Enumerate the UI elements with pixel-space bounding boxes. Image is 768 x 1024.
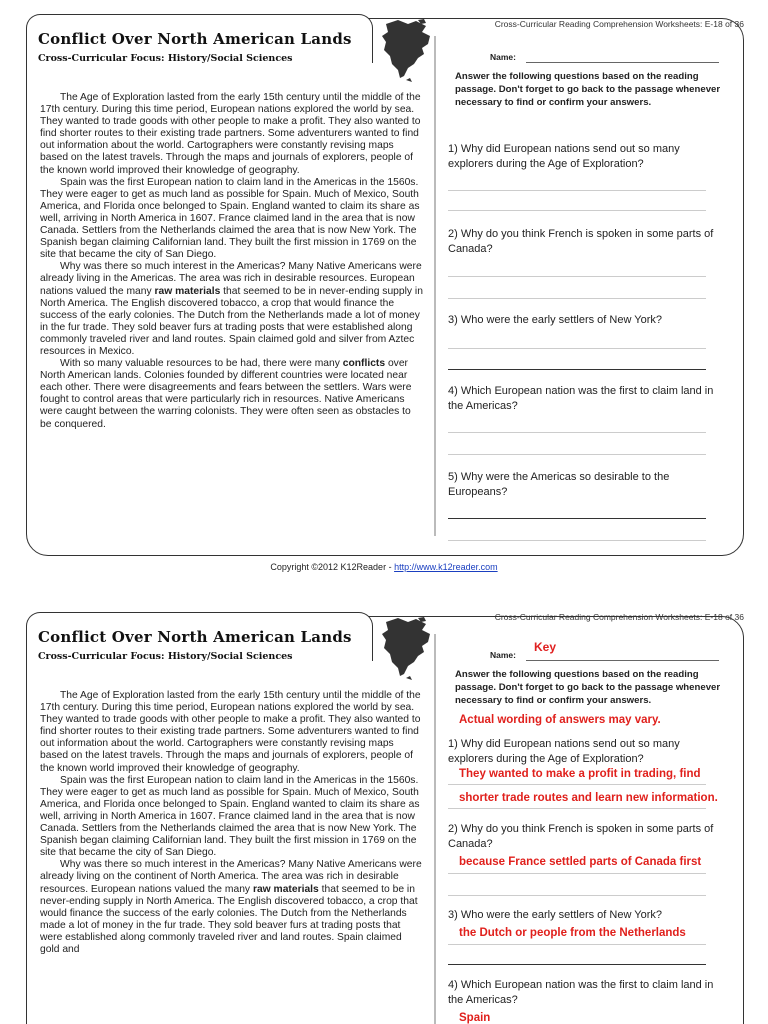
answer-line[interactable] (448, 873, 706, 874)
question-3: 3) Who were the early settlers of New York? (448, 314, 662, 326)
column-divider (434, 634, 436, 1024)
answer-line[interactable] (448, 190, 706, 191)
answer-line[interactable] (448, 540, 706, 541)
copyright-text: Copyright ©2012 K12Reader - (270, 562, 395, 572)
name-field[interactable] (526, 660, 719, 661)
answer-4: Spain (459, 1012, 491, 1024)
name-label: Name: (490, 52, 516, 62)
answer-line[interactable] (448, 964, 706, 965)
question-1: 1) Why did European nations send out so many explorers during the Age of Exploration? (448, 143, 680, 170)
copyright (0, 562, 768, 572)
answer-line[interactable] (448, 210, 706, 211)
column-divider (434, 36, 436, 536)
question-2: 2) Why do you think French is spoken in some parts of Canada? (448, 823, 714, 850)
question-2: 2) Why do you think French is spoken in some parts of Canada? (448, 228, 714, 255)
passage-paragraph: Spain was the first European nation to claim land in the Americas in the 1560s. They were eager to get as much land as possible for Spain. Much of Mexico, South America, and Florida once belonged to Spain. England wanted to claim its share as well, arriving in North America in 1607. France claimed land in the area that is now Canada. Settlers from the Netherlands claimed the area that is now New York. The Spanish began claiming Californian land. They built the first mission in 1769 on the site that became the city of San Diego. (40, 774, 420, 859)
answer-line[interactable] (448, 369, 706, 370)
answer-line[interactable] (448, 895, 706, 896)
k12reader-link[interactable]: http://www.k12reader.com (394, 562, 498, 572)
question-1: 1) Why did European nations send out so many explorers during the Age of Exploration? (448, 738, 680, 765)
answer-line[interactable] (448, 944, 706, 945)
worksheet-title: Conflict Over North American Lands (38, 628, 352, 646)
answer-note: Actual wording of answers may vary. (459, 714, 661, 726)
passage-paragraph: Spain was the first European nation to claim land in the Americas in the 1560s. They were eager to get as much land as possible for Spain. Much of Mexico, South America, and Florida once belonged to Spain. England wanted to claim its share as well, arriving in North America in 1607. France claimed land in the area that is now Canada. Settlers from the Netherlands claimed the area that is now New York. The Spanish began claiming Californian land. They built the first mission in 1769 on the site that became the city of San Diego. (40, 176, 420, 261)
answer-line[interactable] (448, 432, 706, 433)
name-value: Key (534, 640, 557, 654)
answer-line[interactable] (448, 808, 706, 809)
answer-2: because France settled parts of Canada first (459, 856, 702, 868)
passage-paragraph: The Age of Exploration lasted from the early 15th century until the middle of the 17th century. During this time period, European nations explored the world by sea. They wanted to trade goods with other people to make a profit. They also wanted to find shorter routes to their existing trade partners. Some adventurers wanted to find out information about the world. Cartographers were constantly revising maps based on the latest travels. Through the maps and journals of explorers, people of the known world improved their knowledge of geography. (40, 690, 421, 774)
page-header: Cross-Curricular Reading Comprehension Worksheets: E-18 of 36 (494, 612, 744, 622)
question-5: 5) Why were the Americas so desirable to the Europeans? (448, 471, 670, 498)
north-america-map-icon (378, 616, 436, 680)
instructions: Answer the following questions based on the reading passage. Don't forget to go back to the passage whenever necessary to find or confirm your answers. (455, 71, 721, 108)
answer-key-page (0, 598, 768, 1024)
name-label: Name: (490, 650, 516, 660)
worksheet-subtitle: Cross-Curricular Focus: History/Social Sciences (38, 53, 293, 64)
vocabulary-term: raw materials (154, 285, 221, 297)
answer-1-line-2: shorter trade routes and learn new information. (459, 792, 718, 804)
passage-paragraph: With so many valuable resources to be had, there were many conflicts over North American lands. Colonies founded by different countries were located near each other. There were disagreements and fears between the settlers. Wars were fought to control areas that were particularly rich in resources. Native Americans were caught between the warring colonists. They were often seen as obstacles to be conquered. (40, 358, 412, 430)
reading-passage (40, 690, 424, 956)
answer-line[interactable] (448, 276, 706, 277)
worksheet-subtitle: Cross-Curricular Focus: History/Social Sciences (38, 651, 293, 662)
worksheet-title: Conflict Over North American Lands (38, 30, 352, 48)
vocabulary-term: conflicts (342, 358, 386, 370)
instructions: Answer the following questions based on the reading passage. Don't forget to go back to the passage whenever necessary to find or confirm your answers. (455, 669, 721, 706)
vocabulary-term: raw materials (252, 883, 319, 895)
answer-line[interactable] (448, 784, 706, 785)
question-4: 4) Which European nation was the first to claim land in the Americas? (448, 979, 714, 1006)
name-field[interactable] (526, 62, 719, 63)
reading-passage (40, 92, 424, 431)
answer-line[interactable] (448, 298, 706, 299)
answer-line[interactable] (448, 518, 706, 519)
answer-1-line-1: They wanted to make a profit in trading, find (459, 768, 701, 780)
answer-line[interactable] (448, 348, 706, 349)
passage-paragraph: Why was there so much interest in the Americas? Many Native Americans were already living on the continent of North America. The area was rich in desirable resources. European nations valued the many raw materials that seemed to be in never-ending supply in North America. The English discovered tobacco, a crop that would finance the success of the early colonies. The Dutch from the Netherlands made a lot of money in the fur trade. They sold beaver furs at trading posts that were established along commonly traveled river and land routes. Spain claimed gold and (40, 859, 422, 955)
passage-paragraph: The Age of Exploration lasted from the early 15th century until the middle of the 17th century. During this time period, European nations explored the world by sea. They wanted to trade goods with other people to make a profit. They also wanted to find shorter routes to their existing trade partners. Some adventurers wanted to find out information about the world. Cartographers were constantly revising maps based on the latest travels. Through the maps and journals of explorers, people of the known world improved their knowledge of geography. (40, 92, 421, 176)
answer-line[interactable] (448, 454, 706, 455)
passage-paragraph: Why was there so much interest in the Americas? Many Native Americans were already living in the Americas. The area was rich in desirable resources. European nations valued the many raw materials that seemed to be in never-ending supply in North America. The English discovered tobacco, a crop that would finance the success of the early colonies. The Dutch from the Netherlands made a lot of money in the fur trade. They sold beaver furs at trading posts that were established along commonly traveled river and land routes. Spain claimed gold and silver from Aztec resources in Mexico. (40, 261, 423, 357)
page-header: Cross-Curricular Reading Comprehension Worksheets: E-18 of 36 (494, 19, 744, 29)
answer-3: the Dutch or people from the Netherlands (459, 927, 686, 939)
question-4: 4) Which European nation was the first to claim land in the Americas? (448, 385, 714, 412)
question-3: 3) Who were the early settlers of New York? (448, 909, 662, 921)
north-america-map-icon (378, 18, 436, 82)
